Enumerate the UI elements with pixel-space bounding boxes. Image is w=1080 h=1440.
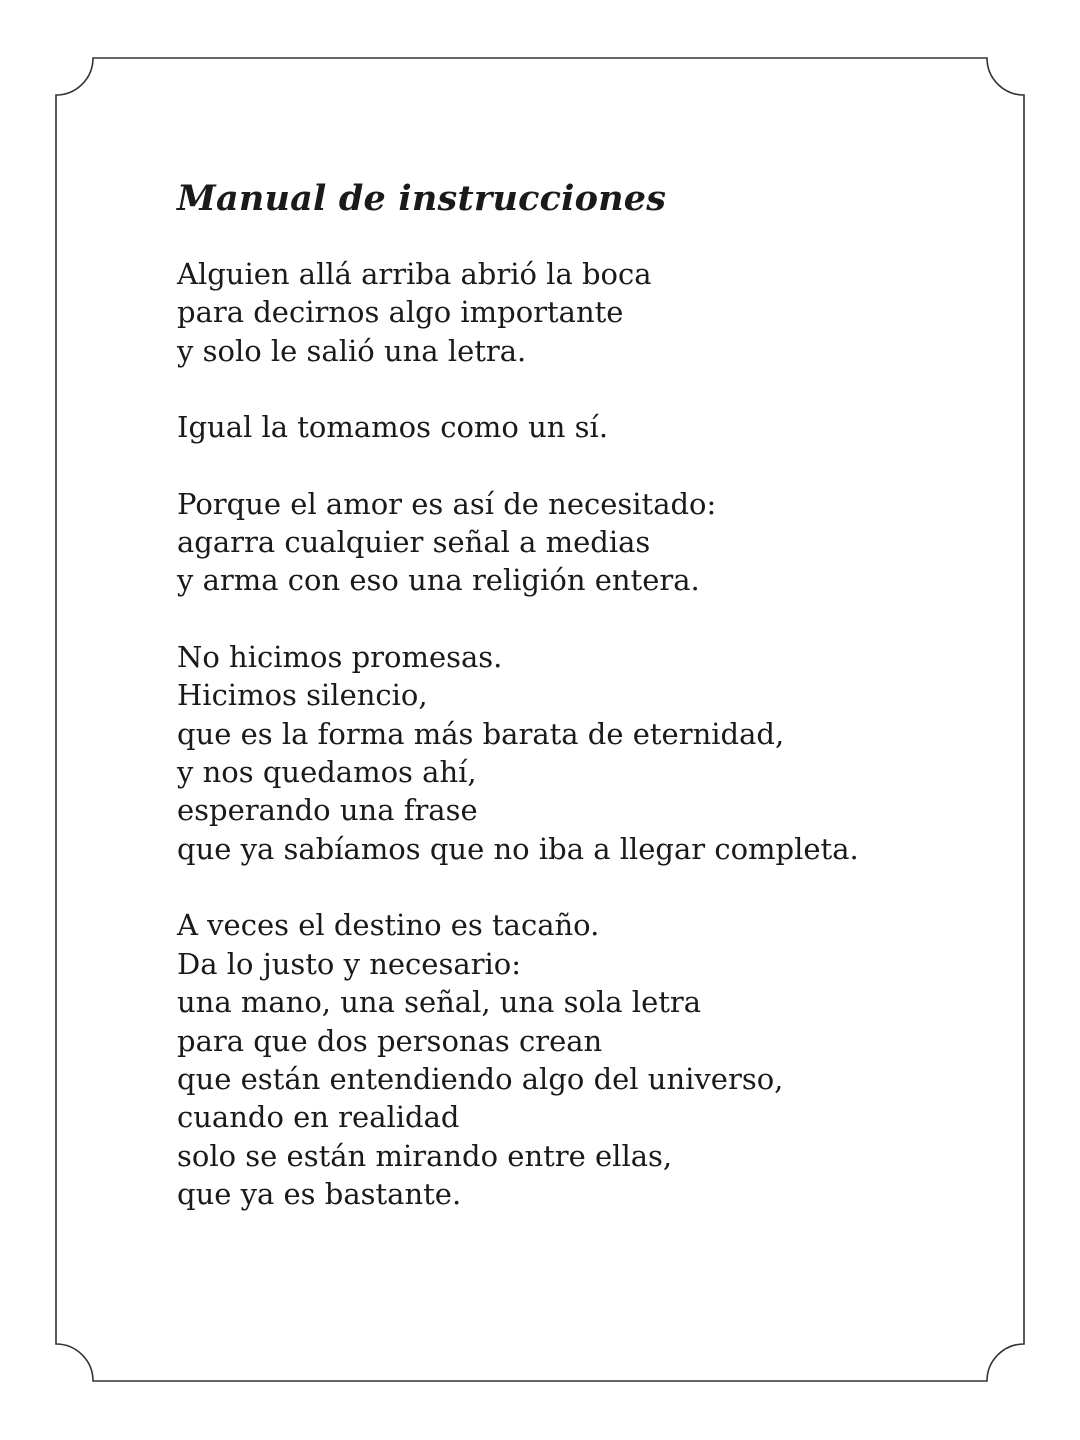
- poem-line: cuando en realidad: [177, 1100, 460, 1135]
- poem-line: agarra cualquier señal a medias: [177, 525, 651, 560]
- poem-line: que ya sabíamos que no iba a llegar completa.: [177, 831, 859, 866]
- poem-line: Porque el amor es así de necesitado:: [177, 486, 717, 521]
- stanza-5: [177, 906, 997, 1213]
- poem-line: Igual la tomamos como un sí.: [177, 410, 609, 445]
- poem-title: Manual de instrucciones: [177, 178, 667, 219]
- poem-line: para decirnos algo importante: [177, 295, 624, 330]
- stanza-2: [177, 408, 997, 446]
- poem-line: Hicimos silencio,: [177, 678, 428, 713]
- stanza-3: [177, 485, 997, 600]
- poem-line: para que dos personas crean: [177, 1023, 603, 1058]
- poem-container: [177, 176, 997, 1252]
- stanza-4: [177, 638, 997, 868]
- poem-body: [177, 255, 997, 1214]
- poem-line: una mano, una señal, una sola letra: [177, 985, 702, 1020]
- poem-line: y nos quedamos ahí,: [177, 755, 477, 790]
- poem-line: Alguien allá arriba abrió la boca: [177, 257, 652, 291]
- poem-line: A veces el destino es tacaño.: [177, 908, 600, 943]
- poem-line: No hicimos promesas.: [177, 639, 503, 674]
- stanza-1: [177, 255, 997, 370]
- poem-line: y arma con eso una religión entera.: [177, 563, 700, 598]
- poem-line: que es la forma más barata de eternidad,: [177, 716, 785, 751]
- poem-line: Da lo justo y necesario:: [177, 946, 521, 981]
- poem-line: que están entendiendo algo del universo,: [177, 1061, 784, 1096]
- poem-line: que ya es bastante.: [177, 1177, 462, 1212]
- poem-line: esperando una frase: [177, 793, 478, 828]
- poem-line: solo se están mirando entre ellas,: [177, 1138, 673, 1173]
- poem-line: y solo le salió una letra.: [177, 333, 527, 368]
